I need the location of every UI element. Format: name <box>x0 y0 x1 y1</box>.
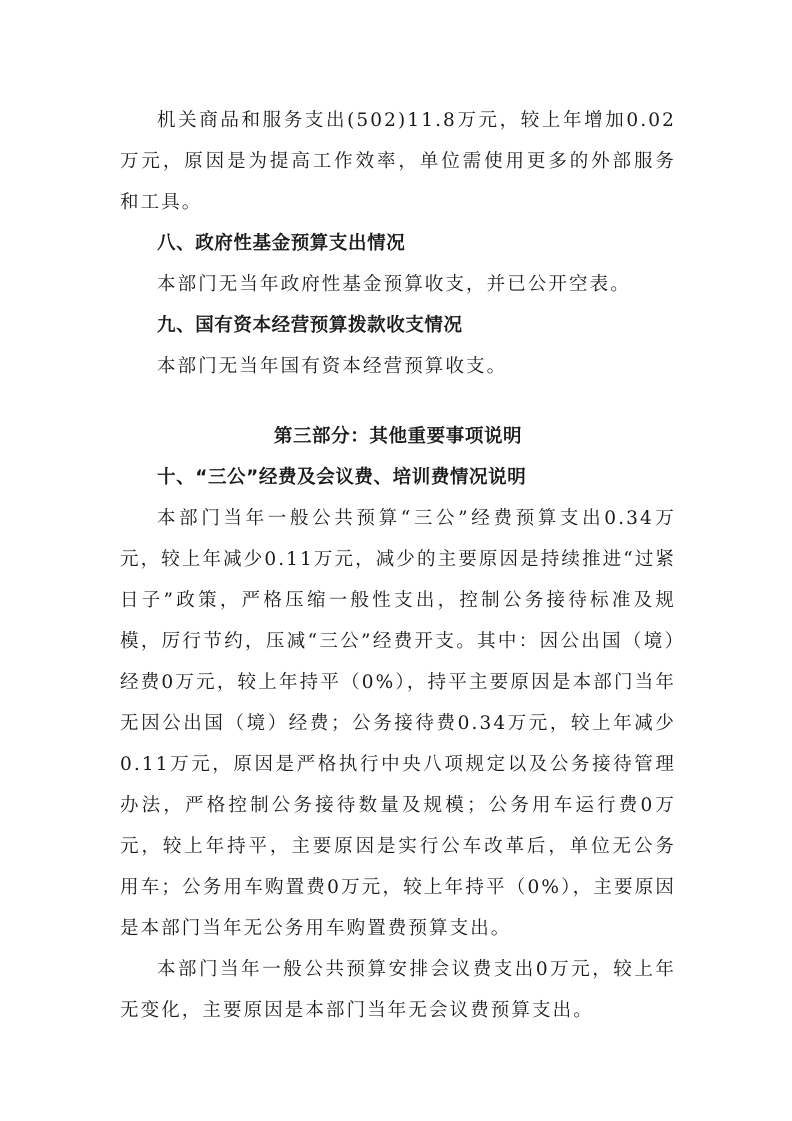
heading-state-capital-budget: 九、国有资本经营预算拨款收支情况 <box>157 315 463 336</box>
paragraph-state-capital-budget: 本部门无当年国有资本经营预算收支。 <box>157 356 508 377</box>
heading-government-fund-budget: 八、政府性基金预算支出情况 <box>157 233 406 254</box>
paragraph-government-fund-budget: 本部门无当年政府性基金预算收支，并已公开空表。 <box>157 274 631 295</box>
paragraph-meeting-expenses: 本部门当年一般公共预算安排会议费支出0万元，较上年无变化，主要原因是本部门当年无会议费预算支出。 <box>120 959 676 1021</box>
part-three-title: 第三部分：其他重要事项说明 <box>273 426 523 447</box>
paragraph-three-public-expenses: 本部门当年一般公共预算“三公”经费预算支出0.34万元，较上年减少0.11万元，减少的主要原因是持续推进“过紧日子”政策，严格压缩一般性支出，控制公务接待标准及规模，厉行节约，压减“三公”经费开支。其中：因公出国（境）经费0万元，较上年持平（0%），持平主要原因是本部门当年无因公出国（境）经费；公务接待费0.34万元，较上年减少0.11万元，原因是严格执行中央八项规定以及公务接待管理办法，严格控制公务接待数量及规模；公务用车运行费0万元，较上年持平，主要原因是实行公车改革后，单位无公务用车；公务用车购置费0万元，较上年持平（0%），主要原因是本部门当年无公务用车购置费预算支出。 <box>120 508 676 939</box>
section-spacer <box>120 387 676 416</box>
document-body <box>120 100 676 1031</box>
paragraph-goods-services-expenditure: 机关商品和服务支出(502)11.8万元，较上年增加0.02万元，原因是为提高工作效率，单位需使用更多的外部服务和工具。 <box>120 110 676 213</box>
heading-three-public-expenses: 十、“三公”经费及会议费、培训费情况说明 <box>157 467 527 488</box>
